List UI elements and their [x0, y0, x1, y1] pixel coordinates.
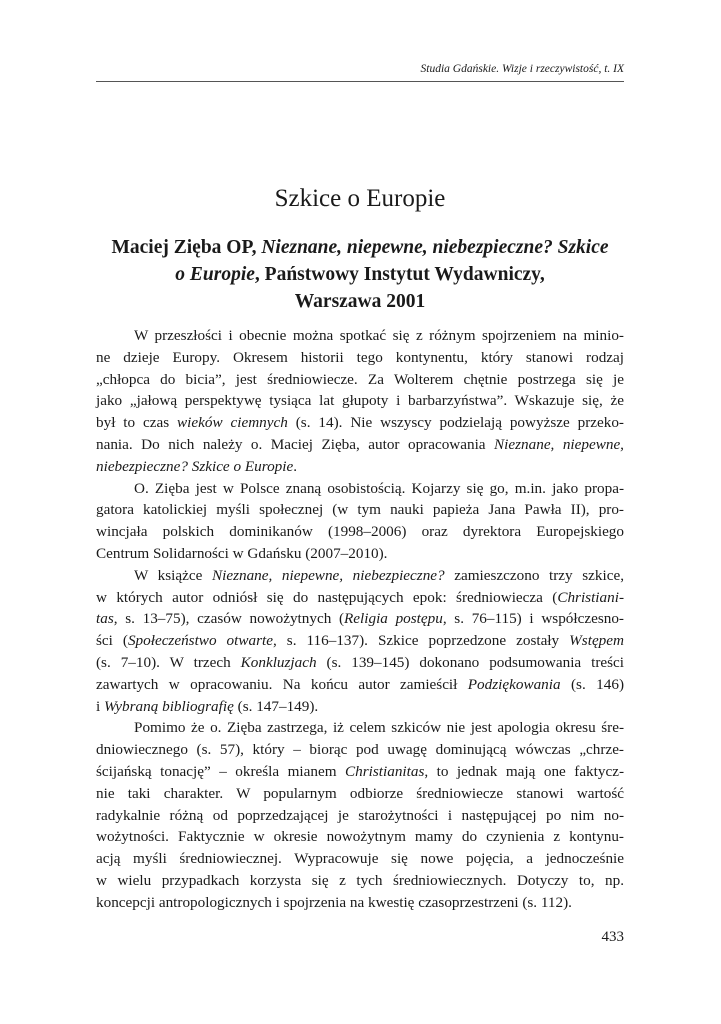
- text-run: (s. 139–145) dokonano podsumowania treści: [316, 653, 624, 671]
- text-run: koncepcji antropologicznych i spojrzenia na kwestię czasoprzestrzeni (s. 112).: [96, 893, 572, 911]
- text-run: wożytności. Faktycznie w okresie nowożytnym mamy do czynienia z kontynu-: [96, 828, 624, 846]
- text-run: nania. Do nich należy o. Maciej Zięba, autor opracowania: [96, 435, 495, 453]
- text-run: ścijańską tonację” – określa mianem: [96, 762, 346, 780]
- text-run: Maciej Zięba OP,: [111, 237, 262, 258]
- text-run: Centrum Solidarności w Gdańsku (2007–2010).: [96, 544, 388, 562]
- italic-text: Christiani-: [557, 588, 624, 606]
- paragraph: [96, 325, 624, 478]
- text-line: [96, 369, 624, 391]
- page-number: 433: [601, 929, 624, 945]
- italic-text: Wstępem: [569, 632, 624, 650]
- book-reference-line: [96, 234, 624, 261]
- italic-text: Nieznane, niepewne,: [494, 435, 624, 453]
- text-run: O. Zięba jest w Polsce znaną osobistością. Kojarzy się go, m.in. jako propa-: [134, 479, 624, 497]
- text-run: , Państwowy Instytut Wydawniczy,: [254, 264, 545, 285]
- italic-text: Społeczeństwo otwarte: [127, 632, 273, 650]
- italic-text: Nieznane, niepewne, niebezpieczne?: [211, 566, 445, 584]
- italic-text: Konkluzjach: [240, 653, 317, 671]
- text-run: ne dzieje Europy. Okresem historii tego kontynentu, który stanowi rodzaj: [96, 348, 624, 366]
- text-run: (s. 7–10). W trzech: [96, 653, 241, 671]
- text-run: dniowiecznego (s. 57), który – biorąc pod uwagę dominującą wówczas „chrze-: [96, 741, 624, 759]
- text-line: [96, 499, 624, 521]
- text-run: nie taki charakter. W popularnym odbiorze średniowiecze stanowi wartość: [96, 784, 624, 802]
- text-run: w których autor odniósł się do następujących epok: średniowiecza (: [96, 588, 558, 606]
- italic-text: wieków ciemnych: [177, 414, 288, 432]
- text-line: [96, 870, 624, 892]
- text-run: był to czas: [96, 414, 178, 432]
- text-line: [96, 325, 624, 347]
- text-line: [96, 761, 624, 783]
- italic-text: Christianitas: [345, 762, 425, 780]
- text-line: [96, 652, 624, 674]
- text-run: , s. 116–137). Szkice poprzedzone zostały: [272, 632, 570, 650]
- text-line: [96, 696, 624, 718]
- text-run: ści (: [96, 632, 128, 650]
- text-run: , to jednak mają one faktycz-: [424, 762, 625, 780]
- italic-text: o Europie: [175, 264, 255, 285]
- text-run: (s. 14). Nie wszyscy podzielają powyższe przeko-: [287, 414, 624, 432]
- italic-text: Wybraną bibliografię: [104, 697, 234, 715]
- text-run: acją myśli średniowiecznej. Wypracowuje się nowe pojęcia, a jednocześnie: [96, 850, 624, 868]
- text-run: zawartych w opracowaniu. Na końcu autor zamieścił: [96, 675, 468, 693]
- book-reference-line: [96, 288, 624, 315]
- text-run: W przeszłości i obecnie można spotkać się z różnym spojrzeniem na minio-: [134, 327, 624, 344]
- text-line: [96, 412, 624, 434]
- text-run: , s. 76–115) i współczesno-: [442, 610, 624, 628]
- text-line: [96, 521, 624, 543]
- running-head: Studia Gdańskie. Wizje i rzeczywistość, t. IX: [96, 62, 624, 82]
- book-reference: [96, 234, 624, 315]
- text-run: Pomimo że o. Zięba zastrzega, iż celem szkiców nie jest apologia okresu śre-: [134, 719, 624, 737]
- paragraph: [96, 478, 624, 565]
- text-line: [96, 630, 624, 652]
- text-run: radykalnie różną od poprzedzającej je starożytności i następującej po nim no-: [96, 806, 624, 824]
- text-line: [96, 717, 624, 739]
- text-run: jako „jałową perspektywę tysiąca lat głupoty i barbarzyństwa”. Wskazuje się, że: [96, 392, 624, 410]
- text-run: wincjała polskich dominikanów (1998–2006) oraz dyrektora Europejskiego: [96, 523, 624, 541]
- text-run: (s. 147–149).: [233, 697, 319, 715]
- paragraph: [96, 565, 624, 718]
- text-line: [96, 674, 624, 696]
- text-run: i: [96, 697, 105, 715]
- text-line: [96, 543, 624, 565]
- text-line: [96, 434, 624, 456]
- text-run: (s. 146): [560, 675, 624, 693]
- text-line: [96, 608, 624, 630]
- text-line: [96, 390, 624, 412]
- italic-text: Religia postępu: [344, 610, 443, 628]
- italic-text: Podziękowania: [467, 675, 561, 693]
- text-line: [96, 347, 624, 369]
- paragraph: [96, 717, 624, 913]
- text-line: [96, 783, 624, 805]
- text-run: .: [293, 457, 298, 475]
- text-line: [96, 739, 624, 761]
- text-run: Warszawa 2001: [294, 291, 426, 312]
- text-run: W książce: [134, 566, 212, 584]
- text-line: [96, 565, 624, 587]
- body-text: [96, 325, 624, 914]
- text-run: zamieszczono trzy szkice,: [444, 566, 624, 584]
- text-run: , s. 13–75), czasów nowożytnych (: [113, 610, 345, 628]
- text-line: [96, 587, 624, 609]
- book-reference-line: [96, 261, 624, 288]
- text-run: „chłopca do bicia”, jest średniowiecze. Za Wolterem chętnie postrzega się je: [96, 370, 624, 388]
- article-title: Szkice o Europie: [274, 185, 446, 212]
- text-run: gatora katolickiej myśli społecznej (w tym nauki papieża Jana Pawła II), pro-: [96, 501, 624, 519]
- italic-text: tas: [96, 610, 114, 628]
- italic-text: Nieznane, niepewne, niebezpieczne? Szkice: [261, 237, 609, 258]
- text-line: [96, 456, 624, 478]
- text-line: [96, 826, 624, 848]
- text-run: w wielu przypadkach korzysta się z tych średniowiecznych. Dotyczy to, np.: [96, 871, 624, 889]
- text-line: [96, 848, 624, 870]
- text-line: [96, 805, 624, 827]
- text-line: [96, 892, 624, 914]
- text-line: [96, 478, 624, 500]
- italic-text: niebezpieczne? Szkice o Europie: [96, 457, 294, 475]
